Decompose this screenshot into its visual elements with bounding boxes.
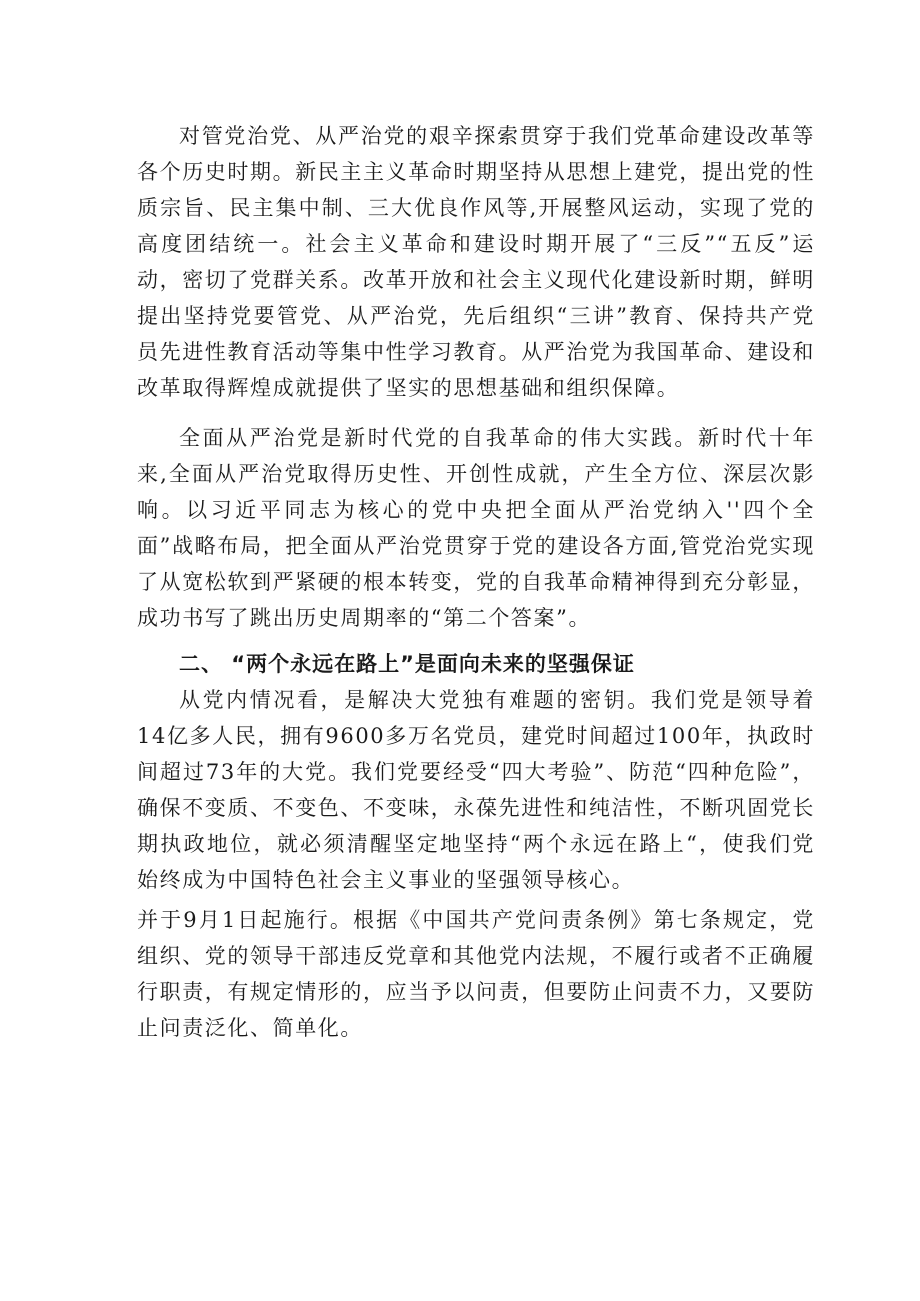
section-heading-two: 二、 “两个永远在路上”是面向未来的坚强保证	[179, 652, 635, 676]
paragraph-inner-party: 从党内情况看，是解决大党独有难题的密钥。我们党是领导着14亿多人民，拥有9600多万名党员，建党时间超过100年，执政时间超过73年的大党。我们党要经受“四大考验”、防范“四种危险”，确保不变质、不变色、不变味，永葆先进性和纯洁性，不断巩固党长期执政地位，就必须清醒坚定地坚持“两个永远在路上“，使我们党始终成为中国特色社会主义事业的坚强领导核心。	[137, 688, 815, 892]
paragraph-new-era: 全面从严治党是新时代党的自我革命的伟大实践。新时代十年来,全面从严治党取得历史性、开创性成就，产生全方位、深层次影响。以习近平同志为核心的党中央把全面从严治党纳入''四个全面”战略布局，把全面从严治党贯穿于党的建设各方面,管党治党实现了从宽松软到严紧硬的根本转变，党的自我革命精神得到充分彰显，成功书写了跳出历史周期率的“第二个答案”。	[137, 426, 815, 630]
paragraph-party-history: 对管党治党、从严治党的艰辛探索贯穿于我们党革命建设改革等各个历史时期。新民主主义革命时期坚持从思想上建党，提出党的性质宗旨、民主集中制、三大优良作风等,开展整风运动，实现了党的高度团结统一。社会主义革命和建设时期开展了“三反”“五反”运动，密切了党群关系。改革开放和社会主义现代化建设新时期，鲜明提出坚持党要管党、从严治党，先后组织“三讲”教育、保持共产党员先进性教育活动等集中性学习教育。从严治党为我国革命、建设和改革取得辉煌成就提供了坚实的思想基础和组织保障。	[137, 124, 815, 400]
paragraph-accountability-regulation: 并于9月1日起施行。根据《中国共产党问责条例》第七条规定，党组织、党的领导干部违反党章和其他党内法规，不履行或者不正确履行职责，有规定情形的，应当予以问责，但要防止问责不力，又要防止问责泛化、简单化。	[137, 908, 815, 1040]
